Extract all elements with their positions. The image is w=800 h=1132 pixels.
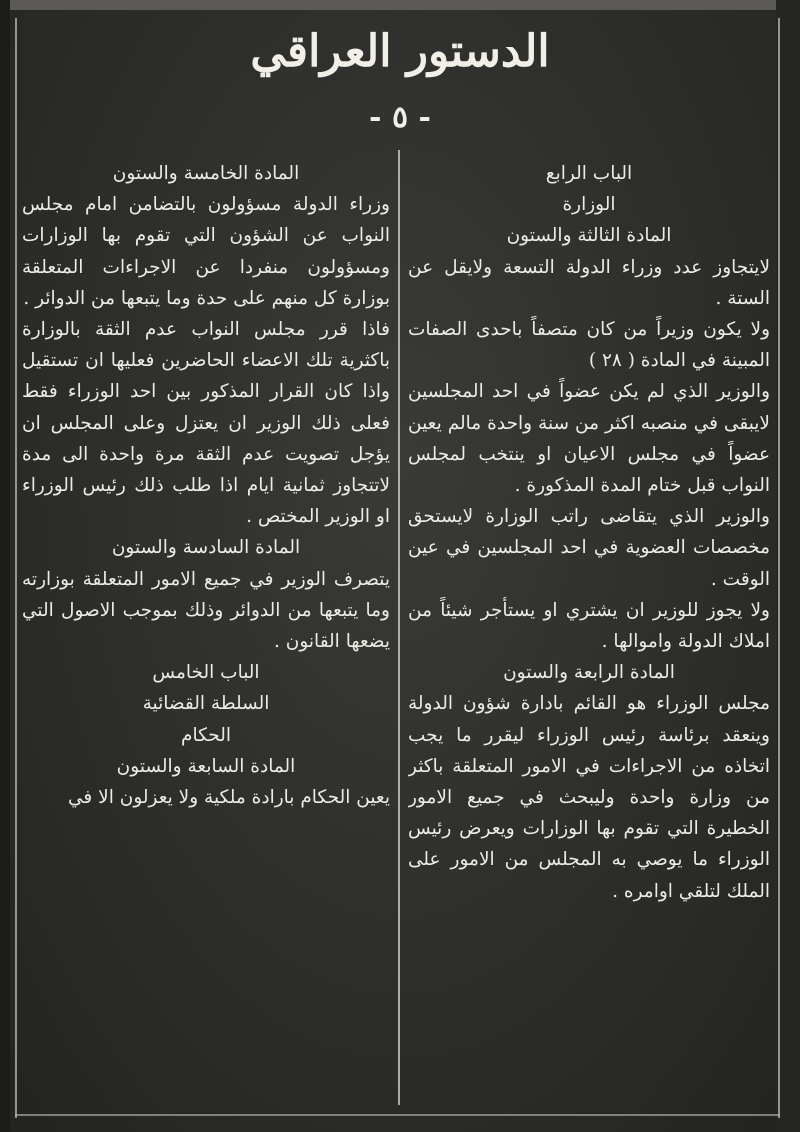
section-heading: السلطة القضائية [142,693,270,715]
section-heading: الباب الرابع [545,163,633,184]
section-heading: المادة الثالثة والستون [506,225,672,247]
article-paragraph: ولا يجوز للوزير ان يشتري او يستأجر شيئاً من املاك الدولة واموالها . [408,599,770,653]
article-paragraph: فاذا قرر مجلس النواب عدم الثقة بالوزارة باكثرية تلك الاعضاء الحاضرين فعليها ان تستقيل واذا كان القرار المذكور بين احد الوزراء فقط فعلى ذلك الوزير ان يعتزل وعلى المجلس ان يؤجل تصويت عدم الثقة مرة واحدة الى مدة لاتتجاوز ثمانية ايام اذا طلب ذلك رئيس الوزراء او الوزير المختص . [22,319,390,528]
section-heading: المادة السادسة والستون [111,537,301,559]
page-top-edge [0,0,800,10]
article-paragraph: والوزير الذي لم يكن عضواً في احد المجلسين لايبقى في منصبه اكثر من سنة واحدة مالم يعين عضواً في مجلس الاعيان او ينتخب لمجلس النواب قبل ختام المدة المذكورة . [408,381,770,497]
article-paragraph: يتصرف الوزير في جميع الامور المتعلقة بوزارته وما يتبعها من الدوائر وذلك بموجب الاصول التي يضعها القانون . [22,568,390,653]
section-heading: الحكام [180,724,232,746]
section-heading: المادة الرابعة والستون [503,662,675,684]
article-paragraph: وزراء الدولة مسؤولون بالتضامن امام مجلس النواب عن الشؤون التي تقوم بها الوزارات ومسؤولون منفردا عن الاجراءات المتعلقة بوزارة كل منهم على حدة وما يتبعها من الدوائر . [22,194,390,309]
article-paragraph: والوزير الذي يتقاضى راتب الوزارة لايستحق مخصصات العضوية في احد المجلسين في عين الوقت . [408,506,770,590]
right-text-column [408,158,770,1108]
column-divider [398,150,400,1105]
bottom-border-rule [15,1114,780,1116]
article-paragraph: يعين الحكام بارادة ملكية ولا يعزلون الا في [68,787,390,809]
article-paragraph: لايتجاوز عدد وزراء الدولة التسعة ولايقل عن الستة . [408,256,770,309]
page-left-edge [0,0,10,1132]
article-paragraph: مجلس الوزراء هو القائم بادارة شؤون الدولة وينعقد برئاسة رئيس الوزراء ليقرر ما يجب اتخاذه من الاجراءات في الامور المتعلقة باكثر من وزارة واحدة وليبحث في جميع الامور الخطيرة التي تقوم بها الوزارات ويعرض رئيس الوزراء ما يوصي به المجلس من الامور على الملك لتلقي اوامره . [408,693,770,902]
page-number: - ٥ - [369,100,431,135]
section-heading: المادة السابعة والستون [116,755,296,777]
section-heading: الباب الخامس [152,662,260,684]
section-heading: المادة الخامسة والستون [112,163,300,184]
left-border-rule [15,18,17,1118]
right-border-rule [778,18,780,1118]
section-heading: الوزارة [562,194,616,216]
article-paragraph: ولا يكون وزيراً من كان متصفاً باحدى الصفات المبينة في المادة ( ٢٨ ) [408,319,770,372]
left-text-column [22,158,390,1108]
page-title: الدستور العراقي [250,26,550,77]
